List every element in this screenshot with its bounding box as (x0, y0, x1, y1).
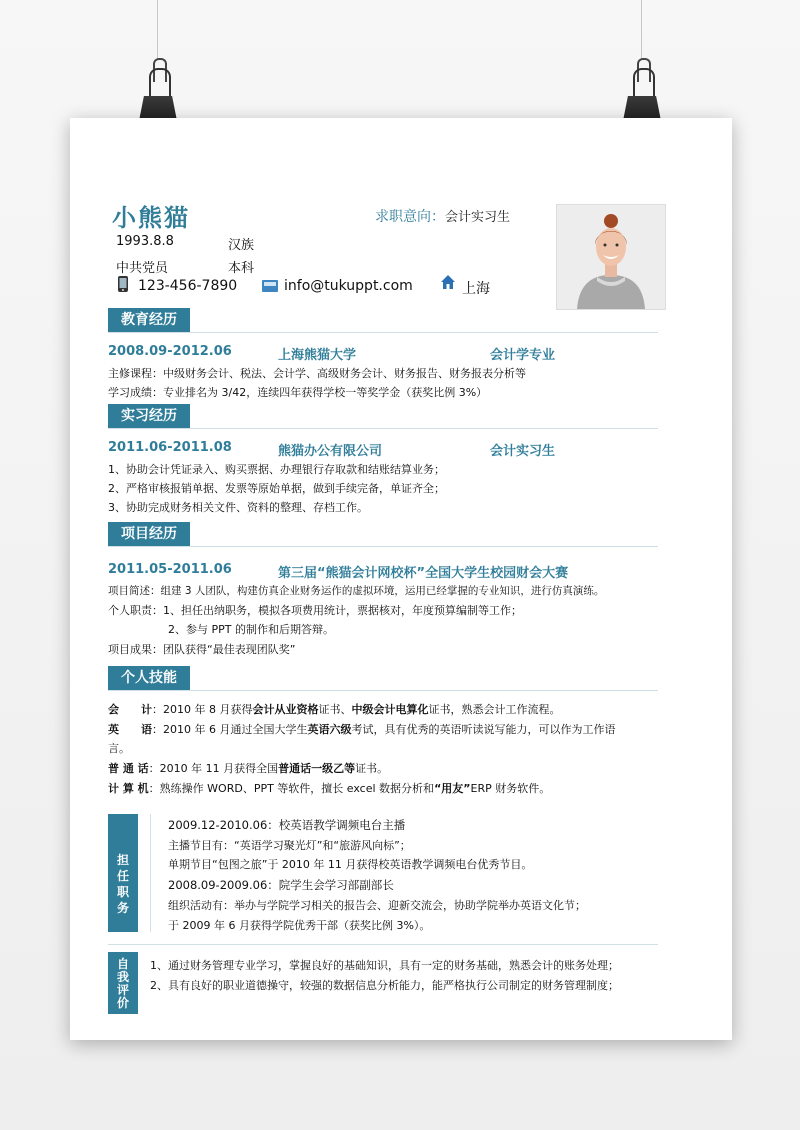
resume-paper (70, 118, 732, 1040)
home-icon (440, 274, 456, 294)
section-title-roles: 担任职务 (108, 814, 138, 932)
objective-value: 会计实习生 (445, 210, 511, 225)
objective (375, 206, 510, 226)
internship-company: 熊猫办公有限公司 (278, 444, 383, 459)
phone-number: 123-456-7890 (138, 278, 238, 294)
phone-icon (116, 275, 130, 297)
section-divider (108, 546, 658, 547)
skill-accounting: 会 计：2010 年 8 月获得会计从业资格证书、中级会计电算化证书，熟悉会计工作流程。 (108, 703, 561, 716)
section-divider (108, 690, 658, 691)
section-title-skills: 个人技能 (108, 666, 190, 690)
skill-english: 英 语：2010 年 6 月通过全国大学生英语六级考试，具有优秀的英语听读说写能力，可以作为工作语 (108, 723, 616, 736)
role-2-title: 2008.09-2009.06：院学生会学习部副部长 (168, 878, 394, 892)
skill-computer: 计 算 机：熟练操作 WORD、PPT 等软件，擅长 excel 数据分析和“用友”ERP 财务软件。 (108, 782, 551, 795)
project-name: 第三届“熊猫会计网校杯”全国大学生校园财会大赛 (278, 566, 569, 581)
internship-duty-3: 3、协助完成财务相关文件、资料的整理、存档工作。 (108, 501, 368, 514)
role-1-title: 2009.12-2010.06：校英语教学调频电台主播 (168, 818, 406, 832)
email-address: info@tukuppt.com (284, 278, 413, 294)
section-title-self-eval: 自我评价 (108, 952, 138, 1014)
email-icon (262, 278, 278, 297)
role-1-detail-1: 主播节目有：“英语学习聚光灯”和“旅游风向标”； (168, 839, 411, 852)
project-duty-2: 2、参与 PPT 的制作和后期答辩。 (168, 623, 334, 636)
section-divider (108, 944, 658, 945)
profile-photo (556, 204, 666, 310)
internship-duty-2: 2、严格审核报销单据、发票等原始单据，做到手续完备，单证齐全； (108, 482, 445, 495)
section-divider-vertical (150, 814, 151, 932)
role-2-detail-1: 组织活动有：举办与学院学习相关的报告会、迎新交流会，协助学院举办英语文化节； (168, 899, 586, 912)
section-divider (108, 428, 658, 429)
internship-position: 会计实习生 (490, 444, 556, 459)
role-1-detail-2: 单期节目“包图之旅”于 2010 年 11 月获得校英语教学调频电台优秀节目。 (168, 858, 533, 871)
candidate-name: 小熊猫 (112, 204, 190, 232)
skill-mandarin: 普 通 话：2010 年 11 月获得全国普通话一级乙等证书。 (108, 762, 389, 775)
internship-period: 2011.06-2011.08 (108, 440, 232, 455)
section-title-education: 教育经历 (108, 308, 190, 332)
self-eval-2: 2、具有良好的职业道德操守，较强的数据信息分析能力，能严格执行公司制定的财务管理制度； (150, 979, 619, 992)
education-period: 2008.09-2012.06 (108, 344, 232, 359)
internship-duty-1: 1、协助会计凭证录入、购买票据、办理银行存取款和结账结算业务； (108, 463, 445, 476)
role-2-detail-2: 于 2009 年 6 月获得学院优秀干部（获奖比例 3%）。 (168, 919, 431, 932)
education-grades: 学习成绩：专业排名为 3/42，连续四年获得学校一等奖学金（获奖比例 3%） (108, 386, 488, 399)
section-divider (108, 332, 658, 333)
skill-english-cont: 言。 (108, 742, 130, 755)
section-title-internship: 实习经历 (108, 404, 190, 428)
project-result: 项目成果：团队获得“最佳表现团队奖” (108, 643, 296, 656)
project-summary: 项目简述：组建 3 人团队，构建仿真企业财务运作的虚拟环境，运用已经掌握的专业知识，进行仿真演练。 (108, 585, 605, 597)
political-status: 中共党员 (116, 261, 169, 276)
education-school: 上海熊猫大学 (278, 348, 357, 363)
project-period: 2011.05-2011.06 (108, 562, 232, 577)
education-courses: 主修课程：中级财务会计、税法、会计学、高级财务会计、财务报告、财务报表分析等 (108, 367, 526, 380)
objective-label: 求职意向： (375, 209, 445, 225)
project-duty-1: 个人职责：1、担任出纳职务，模拟各项费用统计，票据核对，年度预算编制等工作； (108, 604, 522, 617)
city: 上海 (462, 281, 490, 297)
education-major: 会计学专业 (490, 348, 556, 363)
degree: 本科 (228, 261, 255, 276)
ethnicity: 汉族 (228, 238, 255, 253)
birth-date: 1993.8.8 (116, 234, 174, 249)
self-eval-1: 1、通过财务管理专业学习，掌握良好的基础知识，具有一定的财务基础，熟悉会计的账务处理； (150, 959, 619, 972)
section-title-project: 项目经历 (108, 522, 190, 546)
